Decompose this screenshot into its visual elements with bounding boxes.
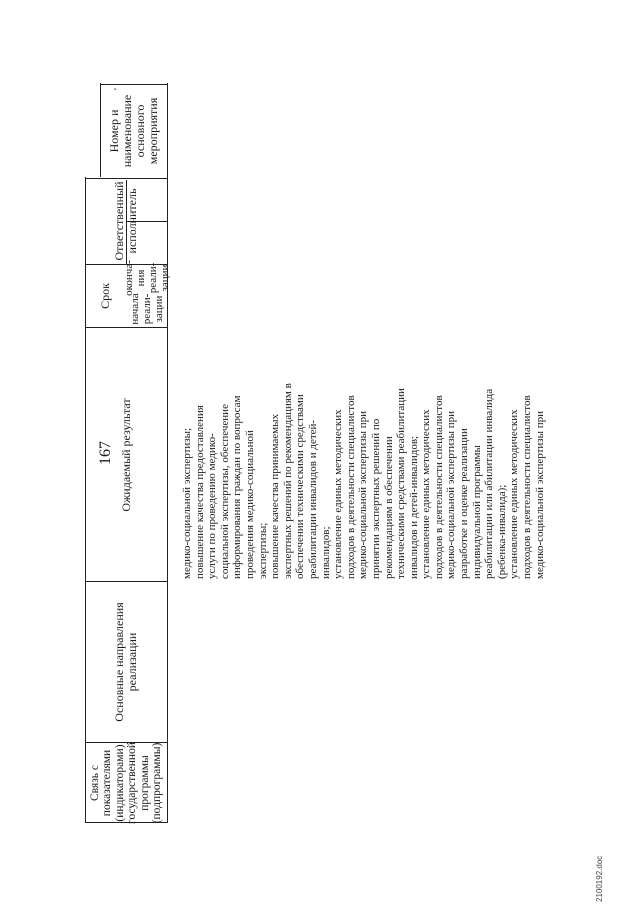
header-col-result: Ожидаемый результат — [118, 398, 133, 512]
result-line: медико-социальной экспертизы при — [357, 410, 370, 579]
result-line: социальной экспертизы, обеспечение — [218, 404, 231, 579]
result-line: инвалидов; — [319, 526, 332, 579]
result-line: медико-социальной экспертизы при — [445, 410, 458, 579]
result-line: (ребенка-инвалида); — [495, 484, 508, 579]
result-line: услуги по проведению медико- — [206, 433, 219, 579]
header-col-executor: Ответственный исполнитель — [112, 181, 139, 261]
result-line: установление единых методических — [508, 409, 521, 579]
footer-filename: 2100192.doc — [595, 855, 604, 902]
header-col-number-name: Номер и наименование основного мероприятия — [106, 94, 160, 168]
result-line: рекомендациям в обеспечении — [382, 436, 395, 579]
result-line: медико-социальной экспертизы; — [181, 427, 193, 579]
header-col-start: начала реали-зации — [128, 293, 165, 325]
result-line: информирования граждан по вопросам — [231, 395, 244, 579]
header-col-end: оконча-ния реали-зации — [122, 260, 171, 296]
result-line: медико-социальной экспертизы при — [533, 410, 546, 579]
result-line: разработке и оценке реализации — [458, 428, 471, 579]
result-line: подходов в деятельности специалистов — [344, 395, 357, 579]
header-col-srok: Срок — [98, 283, 112, 309]
result-line: установление единых методических — [332, 409, 345, 579]
result-line: установление единых методических — [420, 409, 433, 579]
result-line: экспертизы; — [256, 522, 269, 579]
stray-marker: ' — [113, 88, 124, 90]
result-line: проведения медико-социальной — [243, 430, 256, 579]
result-line: экспертных решений по рекомендациям в — [281, 383, 294, 579]
result-line: повышение качества предоставления — [193, 405, 206, 579]
page-number: 167 — [97, 441, 114, 465]
result-line: реабилитации или абилитации инвалида — [483, 388, 496, 579]
header-col-directions: Основные направления реализации — [112, 602, 139, 722]
result-line: обеспечении техническими средствами — [294, 394, 307, 579]
result-line: принятии экспертных решений по — [369, 418, 382, 579]
result-line: подходов в деятельности специалистов — [432, 395, 445, 579]
header-col-link: Связь с показателями (индикаторами) государственной программы (подпрограммы) — [88, 742, 163, 824]
result-line: реабилитации инвалидов и детей- — [306, 419, 319, 579]
result-line: повышение качества принимаемых — [269, 414, 282, 579]
result-line: индивидуальной программы — [470, 445, 483, 579]
result-line: подходов в деятельности специалистов — [521, 395, 534, 579]
result-line: инвалидов и детей-инвалидов; — [407, 435, 420, 579]
result-line: техническими средствами реабилитации — [395, 388, 408, 579]
result-text — [181, 383, 546, 579]
